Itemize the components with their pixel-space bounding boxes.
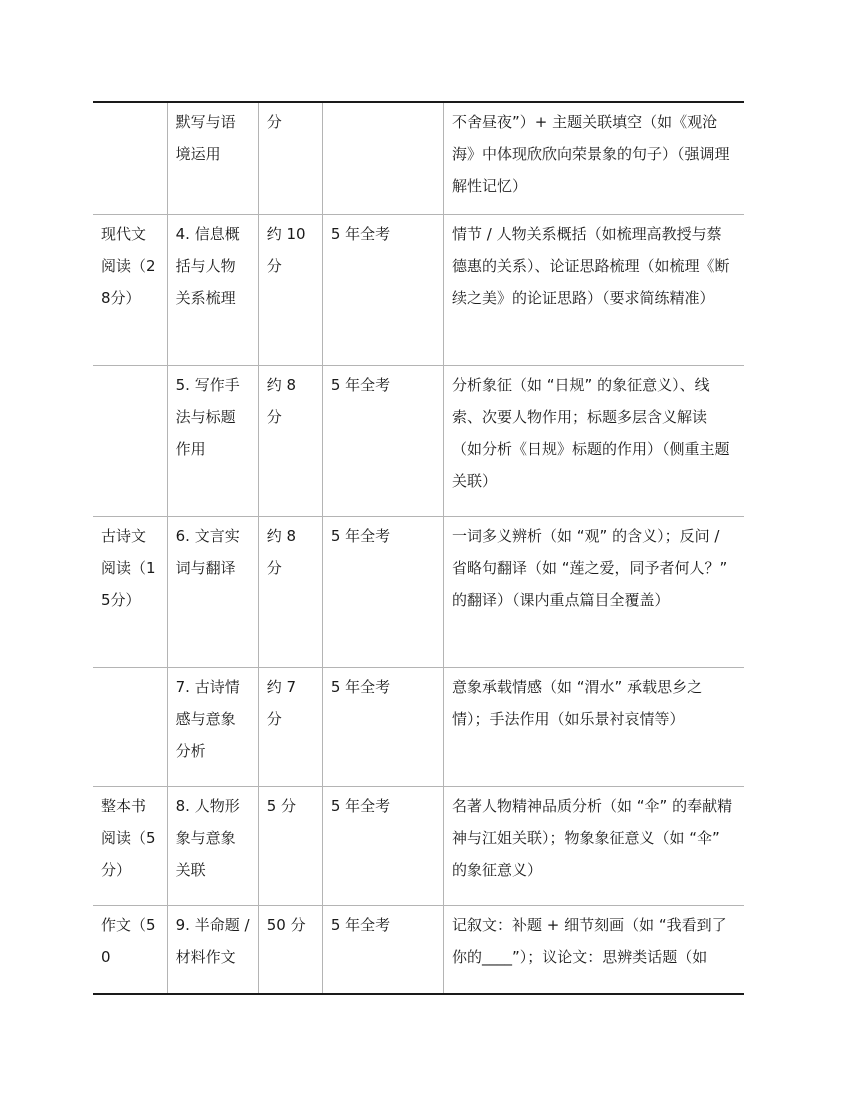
- content-cell: 一词多义辨析（如 “观” 的含义）；反问 / 省略句翻译（如 “莲之爱，同予者何人？” 的翻译）（课内重点篇目全覆盖）: [444, 517, 745, 668]
- frequency-cell: [322, 102, 443, 215]
- score-cell: 约 8 分: [258, 366, 322, 517]
- item-cell: 9. 半命题 / 材料作文: [167, 906, 258, 994]
- frequency-cell: 5 年全考: [322, 787, 443, 906]
- content-cell: 不舍昼夜”）+ 主题关联填空（如《观沧海》中体现欣欣向荣景象的句子）（强调理解性记忆）: [444, 102, 745, 215]
- content-cell: 情节 / 人物关系概括（如梳理高教授与蔡德惠的关系）、论证思路梳理（如梳理《断续之美》的论证思路）（要求简练精准）: [444, 215, 745, 366]
- item-cell: 7. 古诗情感与意象分析: [167, 668, 258, 787]
- table-row: [93, 215, 744, 366]
- exam-analysis-table: [93, 101, 744, 995]
- frequency-cell: 5 年全考: [322, 366, 443, 517]
- frequency-cell: 5 年全考: [322, 215, 443, 366]
- table-row: [93, 517, 744, 668]
- item-cell: 5. 写作手法与标题作用: [167, 366, 258, 517]
- score-cell: 约 7 分: [258, 668, 322, 787]
- item-cell: 6. 文言实词与翻译: [167, 517, 258, 668]
- frequency-cell: 5 年全考: [322, 906, 443, 994]
- table-row: [93, 366, 744, 517]
- score-cell: 5 分: [258, 787, 322, 906]
- content-cell: 名著人物精神品质分析（如 “伞” 的奉献精神与江姐关联）；物象象征意义（如 “伞” 的象征意义）: [444, 787, 745, 906]
- table-row: [93, 102, 744, 215]
- section-cell: [93, 668, 167, 787]
- section-cell: 古诗文阅读（15分）: [93, 517, 167, 668]
- frequency-cell: 5 年全考: [322, 517, 443, 668]
- score-cell: 约 8 分: [258, 517, 322, 668]
- table-row: [93, 787, 744, 906]
- score-cell: 约 10 分: [258, 215, 322, 366]
- score-cell: 50 分: [258, 906, 322, 994]
- content-cell: 记叙文：补题 + 细节刻画（如 “我看到了你的____”）；议论文：思辨类话题（如: [444, 906, 745, 994]
- content-cell: 分析象征（如 “日规” 的象征意义）、线索、次要人物作用；标题多层含义解读（如分析《日规》标题的作用）（侧重主题关联）: [444, 366, 745, 517]
- section-cell: 现代文阅读（28分）: [93, 215, 167, 366]
- frequency-cell: 5 年全考: [322, 668, 443, 787]
- table-row: [93, 668, 744, 787]
- section-cell: 作文（50: [93, 906, 167, 994]
- section-cell: [93, 366, 167, 517]
- section-cell: [93, 102, 167, 215]
- content-cell: 意象承载情感（如 “渭水” 承载思乡之情）；手法作用（如乐景衬哀情等）: [444, 668, 745, 787]
- item-cell: 4. 信息概括与人物关系梳理: [167, 215, 258, 366]
- item-cell: 默写与语境运用: [167, 102, 258, 215]
- item-cell: 8. 人物形象与意象关联: [167, 787, 258, 906]
- score-cell: 分: [258, 102, 322, 215]
- section-cell: 整本书阅读（5分）: [93, 787, 167, 906]
- table-row: [93, 906, 744, 994]
